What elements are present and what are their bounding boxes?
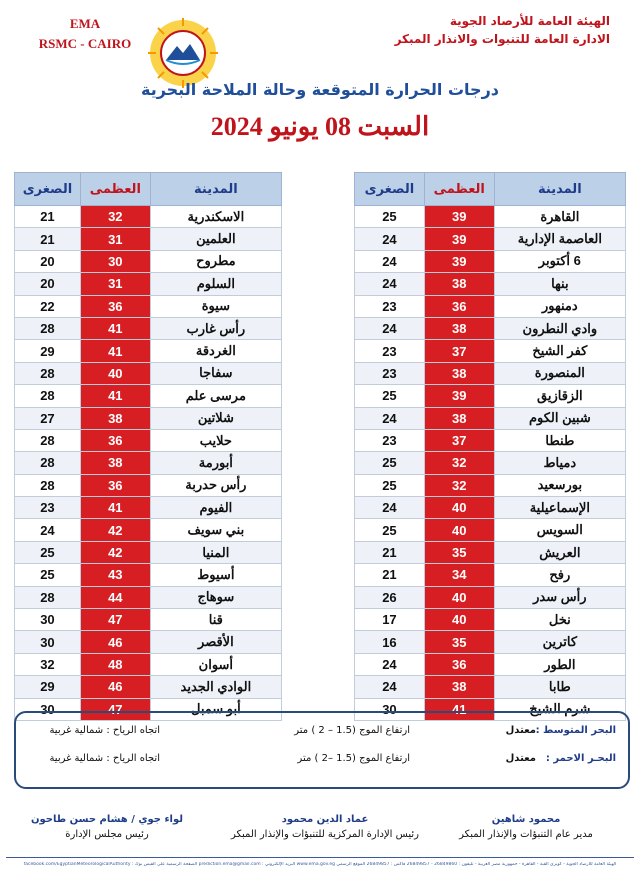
city-cell: أسوان — [150, 653, 281, 675]
table-row — [355, 586, 626, 608]
signature-name: لواء جوي / هشام حسن طاحون — [30, 814, 184, 825]
min-temp-cell: 32 — [15, 653, 81, 675]
min-temp-cell: 28 — [15, 317, 81, 339]
table-row — [355, 497, 626, 519]
table-row — [355, 273, 626, 295]
max-temp-cell: 34 — [424, 564, 494, 586]
table-row — [15, 631, 282, 653]
table-row — [355, 317, 626, 339]
max-temp-cell: 30 — [80, 250, 150, 272]
max-temp-cell: 37 — [424, 429, 494, 451]
org-line-2: الادارة العامة للتنبوات والانذار المبكر — [394, 32, 610, 46]
sea-region: البحـر الاحمر : — [545, 753, 616, 764]
min-temp-cell: 21 — [355, 541, 425, 563]
col-header-city: المدينة — [150, 173, 281, 206]
city-cell: الطور — [494, 653, 625, 675]
table-row — [355, 609, 626, 631]
wind-direction: اتجاه الرياح : شمالية غربية — [49, 725, 160, 736]
sea-status-box — [14, 711, 630, 789]
table-row — [15, 653, 282, 675]
max-temp-cell: 39 — [424, 228, 494, 250]
table-row — [355, 653, 626, 675]
max-temp-cell: 41 — [80, 340, 150, 362]
col-header-city: المدينة — [494, 173, 625, 206]
max-temp-cell: 38 — [80, 452, 150, 474]
city-cell: الأقصر — [150, 631, 281, 653]
max-temp-cell: 31 — [80, 228, 150, 250]
signature-block — [12, 812, 202, 842]
min-temp-cell: 23 — [355, 295, 425, 317]
city-cell: رأس سدر — [494, 586, 625, 608]
col-header-min: الصغرى — [15, 173, 81, 206]
wave-height: ارتفاع الموج (1.5 – 2 ) متر — [294, 725, 410, 736]
table-row — [15, 452, 282, 474]
signature-name: محمود شاهين — [491, 814, 561, 825]
ema-logo-text — [30, 14, 140, 54]
max-temp-cell: 46 — [80, 676, 150, 698]
min-temp-cell: 20 — [15, 250, 81, 272]
sea-row-red-sea — [16, 753, 628, 773]
min-temp-cell: 28 — [15, 385, 81, 407]
table-row — [355, 564, 626, 586]
min-temp-cell: 30 — [355, 698, 425, 720]
city-cell: القاهرة — [494, 206, 625, 228]
min-temp-cell: 25 — [15, 564, 81, 586]
table-row — [355, 340, 626, 362]
max-temp-cell: 36 — [80, 474, 150, 496]
city-cell: رأس غارب — [150, 317, 281, 339]
city-cell: الزقازيق — [494, 385, 625, 407]
min-temp-cell: 24 — [15, 519, 81, 541]
max-temp-cell: 36 — [424, 653, 494, 675]
max-temp-cell: 40 — [424, 609, 494, 631]
table-row — [355, 407, 626, 429]
signature-block — [210, 812, 440, 842]
max-temp-cell: 47 — [80, 698, 150, 720]
city-cell: العريش — [494, 541, 625, 563]
table-row — [355, 631, 626, 653]
table-row — [15, 586, 282, 608]
min-temp-cell: 28 — [15, 474, 81, 496]
city-cell: شلاتين — [150, 407, 281, 429]
table-row — [15, 407, 282, 429]
col-header-max: العظمى — [424, 173, 494, 206]
sea-region: البحر المتوسط : — [535, 725, 616, 736]
min-temp-cell: 25 — [355, 452, 425, 474]
table-row — [15, 250, 282, 272]
min-temp-cell: 20 — [15, 273, 81, 295]
table-row — [355, 429, 626, 451]
city-cell: الوادي الجديد — [150, 676, 281, 698]
table-row — [355, 250, 626, 272]
signature-block — [426, 812, 626, 842]
city-cell: 6 أكتوبر — [494, 250, 625, 272]
city-cell: وادي النطرون — [494, 317, 625, 339]
city-cell: المنيا — [150, 541, 281, 563]
min-temp-cell: 28 — [15, 429, 81, 451]
max-temp-cell: 32 — [424, 474, 494, 496]
organization-name — [395, 12, 610, 48]
min-temp-cell: 30 — [15, 631, 81, 653]
col-header-max: العظمى — [80, 173, 150, 206]
rsmc-label: RSMC - CAIRO — [38, 36, 132, 51]
max-temp-cell: 38 — [80, 407, 150, 429]
max-temp-cell: 40 — [80, 362, 150, 384]
page-title: درجات الحرارة المتوقعة وحالة الملاحة البحرية — [140, 80, 499, 99]
ema-emblem-icon — [146, 16, 220, 90]
city-cell: قنا — [150, 609, 281, 631]
max-temp-cell: 31 — [80, 273, 150, 295]
min-temp-cell: 25 — [355, 519, 425, 541]
min-temp-cell: 23 — [355, 362, 425, 384]
table-row — [355, 541, 626, 563]
col-header-min: الصغرى — [355, 173, 425, 206]
min-temp-cell: 21 — [355, 564, 425, 586]
city-cell: طنطا — [494, 429, 625, 451]
city-cell: العلمين — [150, 228, 281, 250]
max-temp-cell: 38 — [424, 676, 494, 698]
min-temp-cell: 24 — [355, 407, 425, 429]
min-temp-cell: 28 — [15, 586, 81, 608]
table-row — [15, 564, 282, 586]
min-temp-cell: 24 — [355, 228, 425, 250]
table-row — [355, 206, 626, 228]
left-temperature-table — [14, 172, 282, 721]
min-temp-cell: 21 — [15, 228, 81, 250]
max-temp-cell: 41 — [80, 317, 150, 339]
min-temp-cell: 23 — [15, 497, 81, 519]
min-temp-cell: 25 — [15, 541, 81, 563]
table-row — [15, 429, 282, 451]
city-cell: كفر الشيخ — [494, 340, 625, 362]
city-cell: الغردقة — [150, 340, 281, 362]
sea-row-mediterranean — [16, 725, 628, 745]
city-cell: شبين الكوم — [494, 407, 625, 429]
min-temp-cell: 28 — [15, 362, 81, 384]
max-temp-cell: 38 — [424, 407, 494, 429]
city-cell: شرم الشيخ — [494, 698, 625, 720]
max-temp-cell: 39 — [424, 250, 494, 272]
table-row — [15, 519, 282, 541]
city-cell: الاسكندرية — [150, 206, 281, 228]
max-temp-cell: 35 — [424, 541, 494, 563]
city-cell: طابا — [494, 676, 625, 698]
max-temp-cell: 42 — [80, 519, 150, 541]
city-cell: الإسماعيلية — [494, 497, 625, 519]
max-temp-cell: 36 — [80, 295, 150, 317]
table-row — [355, 519, 626, 541]
min-temp-cell: 30 — [15, 609, 81, 631]
min-temp-cell: 25 — [355, 385, 425, 407]
sea-state: معتدل — [505, 725, 536, 736]
max-temp-cell: 39 — [424, 206, 494, 228]
table-row — [15, 609, 282, 631]
min-temp-cell: 22 — [15, 295, 81, 317]
table-row — [355, 228, 626, 250]
max-temp-cell: 44 — [80, 586, 150, 608]
min-temp-cell: 29 — [15, 676, 81, 698]
min-temp-cell: 24 — [355, 317, 425, 339]
table-row — [355, 452, 626, 474]
forecast-date: السبت 08 يونيو 2024 — [210, 112, 430, 141]
city-cell: بورسعيد — [494, 474, 625, 496]
table-row — [15, 362, 282, 384]
min-temp-cell: 25 — [355, 474, 425, 496]
city-cell: مطروح — [150, 250, 281, 272]
min-temp-cell: 24 — [355, 497, 425, 519]
min-temp-cell: 26 — [355, 586, 425, 608]
ema-label: EMA — [69, 16, 101, 31]
table-row — [15, 317, 282, 339]
max-temp-cell: 32 — [424, 452, 494, 474]
min-temp-cell: 24 — [355, 653, 425, 675]
max-temp-cell: 36 — [80, 429, 150, 451]
min-temp-cell: 23 — [355, 340, 425, 362]
min-temp-cell: 28 — [15, 452, 81, 474]
min-temp-cell: 23 — [355, 429, 425, 451]
table-row — [15, 206, 282, 228]
table-row — [15, 385, 282, 407]
footer-divider — [6, 857, 634, 858]
city-cell: السلوم — [150, 273, 281, 295]
signature-title: رئيس مجلس الإدارة — [65, 829, 149, 840]
city-cell: دمنهور — [494, 295, 625, 317]
table-row — [15, 228, 282, 250]
max-temp-cell: 41 — [80, 497, 150, 519]
city-cell: أبو سمبل — [150, 698, 281, 720]
city-cell: دمياط — [494, 452, 625, 474]
min-temp-cell: 16 — [355, 631, 425, 653]
table-row — [15, 676, 282, 698]
max-temp-cell: 38 — [424, 362, 494, 384]
min-temp-cell: 29 — [15, 340, 81, 362]
city-cell: سفاجا — [150, 362, 281, 384]
city-cell: الفيوم — [150, 497, 281, 519]
max-temp-cell: 41 — [80, 385, 150, 407]
min-temp-cell: 21 — [15, 206, 81, 228]
city-cell: بنها — [494, 273, 625, 295]
right-temperature-table — [354, 172, 626, 721]
city-cell: سوهاج — [150, 586, 281, 608]
max-temp-cell: 36 — [424, 295, 494, 317]
max-temp-cell: 39 — [424, 385, 494, 407]
min-temp-cell: 27 — [15, 407, 81, 429]
sea-state: معتدل — [505, 753, 536, 764]
min-temp-cell: 24 — [355, 676, 425, 698]
signature-name: عماد الدين محمود — [281, 814, 369, 825]
min-temp-cell: 24 — [355, 273, 425, 295]
city-cell: رأس حدربة — [150, 474, 281, 496]
table-row — [355, 295, 626, 317]
max-temp-cell: 40 — [424, 586, 494, 608]
city-cell: نخل — [494, 609, 625, 631]
table-row — [15, 273, 282, 295]
city-cell: سيوة — [150, 295, 281, 317]
max-temp-cell: 47 — [80, 609, 150, 631]
max-temp-cell: 35 — [424, 631, 494, 653]
table-row — [355, 474, 626, 496]
max-temp-cell: 43 — [80, 564, 150, 586]
footer-contact: الهيئة العامة للأرصاد الجوية - كوبري القبة - القاهرة - جمهورية مصر العربية - تليفون : 26849860 - 26849857 فاكس : 26849857 الموقع الرسمي www.ema.gov.eg البريد الإلكتروني : prediction.ema@gmail.com الصفحة الرسمية على الفيس بوك : facebook.com/EgyptianMeteorologicalAuthority — [23, 862, 617, 867]
table-row — [15, 541, 282, 563]
city-cell: رفح — [494, 564, 625, 586]
min-temp-cell: 24 — [355, 250, 425, 272]
signature-title: مدير عام التنبؤات والإنذار المبكر — [459, 829, 593, 840]
table-row — [15, 295, 282, 317]
table-row — [355, 362, 626, 384]
table-row — [355, 676, 626, 698]
max-temp-cell: 42 — [80, 541, 150, 563]
city-cell: مرسى علم — [150, 385, 281, 407]
city-cell: المنصورة — [494, 362, 625, 384]
city-cell: السويس — [494, 519, 625, 541]
wind-direction: اتجاه الرياح : شمالية غربية — [49, 753, 160, 764]
table-row — [15, 340, 282, 362]
city-cell: أسيوط — [150, 564, 281, 586]
max-temp-cell: 38 — [424, 317, 494, 339]
city-cell: كاترين — [494, 631, 625, 653]
signature-title: رئيس الإدارة المركزية للتنبؤات والإنذار المبكر — [231, 829, 419, 840]
min-temp-cell: 25 — [355, 206, 425, 228]
table-row — [355, 385, 626, 407]
min-temp-cell: 17 — [355, 609, 425, 631]
max-temp-cell: 48 — [80, 653, 150, 675]
min-temp-cell: 30 — [15, 698, 81, 720]
max-temp-cell: 37 — [424, 340, 494, 362]
table-row — [15, 497, 282, 519]
wave-height: ارتفاع الموج (1.5 –2 ) متر — [297, 753, 410, 764]
max-temp-cell: 38 — [424, 273, 494, 295]
max-temp-cell: 41 — [424, 698, 494, 720]
max-temp-cell: 46 — [80, 631, 150, 653]
max-temp-cell: 40 — [424, 497, 494, 519]
city-cell: أبورمة — [150, 452, 281, 474]
org-line-1: الهيئة العامة للأرصاد الجوية — [449, 14, 610, 28]
city-cell: حلايب — [150, 429, 281, 451]
city-cell: بني سويف — [150, 519, 281, 541]
max-temp-cell: 40 — [424, 519, 494, 541]
city-cell: العاصمة الإدارية — [494, 228, 625, 250]
table-row — [15, 474, 282, 496]
max-temp-cell: 32 — [80, 206, 150, 228]
